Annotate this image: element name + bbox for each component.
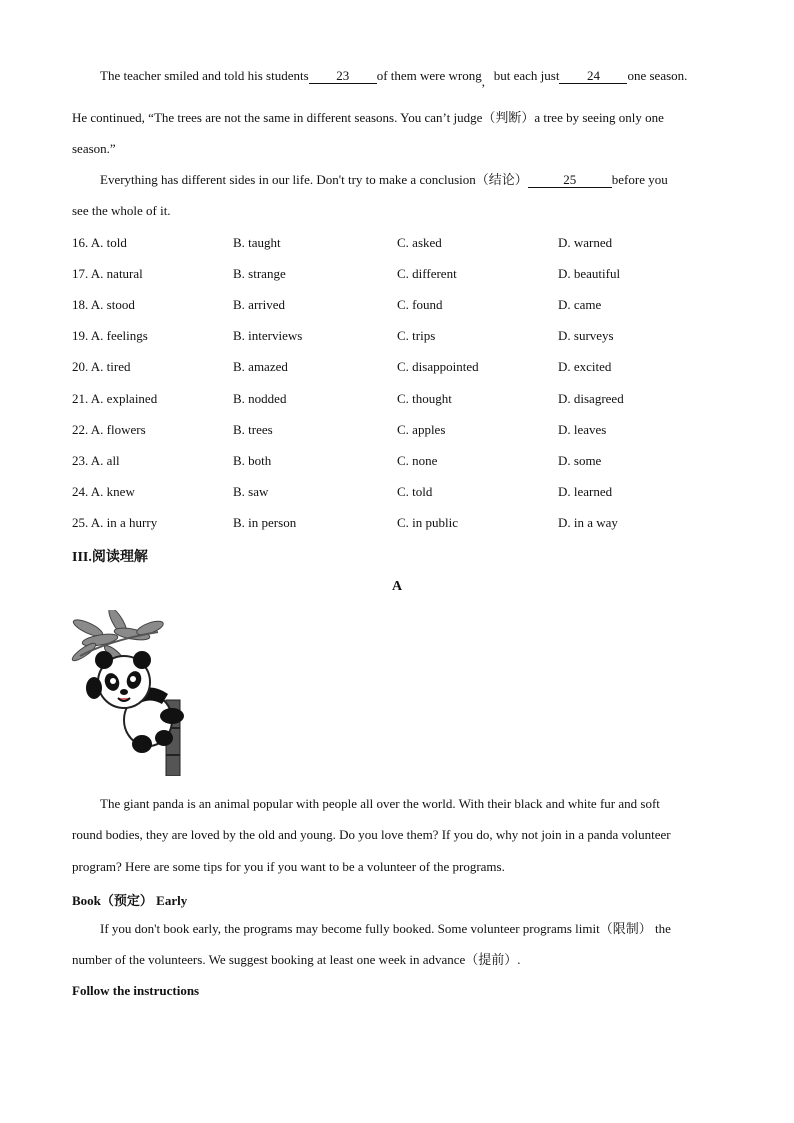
option-b: B. nodded [233,391,287,406]
question-20 [72,359,732,375]
section-title: III.阅读理解 [72,550,148,565]
text-fragment: one season. [627,68,688,83]
question-19 [72,328,732,344]
option-c: C. different [397,266,457,281]
option-a: 23. A. all [72,453,120,468]
question-24 [72,484,732,500]
text-fragment: of them were wrong [376,68,482,83]
option-d: D. disagreed [558,391,624,406]
heading-follow-instructions: Follow the instructions [72,983,200,998]
option-a: 22. A. flowers [72,422,146,437]
option-a: 21. A. explained [72,391,158,406]
option-a: 16. A. told [72,235,127,250]
cloze-line-4 [100,172,668,188]
option-d: D. came [558,297,602,312]
option-c: C. disappointed [397,359,479,374]
option-d: D. excited [558,359,612,374]
option-d: D. learned [558,484,613,499]
text-fragment: but each just [493,68,560,83]
text-fragment: The teacher smiled and told his students [100,68,309,83]
question-23 [72,453,732,469]
question-21 [72,391,732,407]
heading-book-early: Book（预定） Early [72,893,188,908]
question-22 [72,422,732,438]
question-16 [72,235,732,251]
cloze-line-2: He continued, “The trees are not the same in different seasons. You can’t judge（判断）a tree by seeing only one [72,110,664,125]
option-d: D. warned [558,235,613,250]
option-d: D. leaves [558,422,607,437]
text-fragment: Everything has different sides in our life. Don't try to make a conclusion（结论） [100,172,528,187]
option-b: B. arrived [233,297,285,312]
cloze-line-3: season.” [72,141,116,156]
option-c: C. told [397,484,433,499]
reading-line-4: If you don't book early, the programs may become fully booked. Some volunteer programs limit（限制） the [100,921,671,936]
option-d: D. beautiful [558,266,621,281]
option-a: 17. A. natural [72,266,143,281]
option-a: 19. A. feelings [72,328,148,343]
blank-24: 24 [559,69,627,84]
option-c: C. thought [397,391,452,406]
option-a: 24. A. knew [72,484,135,499]
option-a: 18. A. stood [72,297,135,312]
reading-line-5: number of the volunteers. We suggest booking at least one week in advance（提前）. [72,952,521,967]
blank-23: 23 [309,69,377,84]
blank-25: 25 [528,173,612,188]
option-b: B. interviews [233,328,303,343]
reading-line-2: round bodies, they are loved by the old and young. Do you love them? If you do, why not join in a panda volunteer [72,827,671,842]
option-c: C. none [397,453,438,468]
part-label: A [391,579,403,594]
option-a: 20. A. tired [72,359,131,374]
option-c: C. in public [397,515,459,530]
cloze-line-1: The teacher smiled and told his students 23 of them were wrong, but each just 24 one season. [100,68,688,89]
option-b: B. taught [233,235,281,250]
option-a: 25. A. in a hurry [72,515,158,530]
option-d: D. surveys [558,328,614,343]
option-c: C. asked [397,235,442,250]
cloze-line-5: see the whole of it. [72,203,171,218]
reading-line-3: program? Here are some tips for you if you want to be a volunteer of the programs. [72,859,505,874]
option-d: D. some [558,453,602,468]
option-b: B. trees [233,422,273,437]
option-b: B. in person [233,515,297,530]
text-fragment: before you [611,172,668,187]
option-b: B. both [233,453,272,468]
option-d: D. in a way [558,515,618,530]
option-c: C. found [397,297,443,312]
panda-climbing-bamboo-icon [70,610,198,780]
option-c: C. apples [397,422,446,437]
option-c: C. trips [397,328,436,343]
option-b: B. strange [233,266,286,281]
question-25 [72,515,732,531]
question-18 [72,297,732,313]
option-b: B. saw [233,484,269,499]
reading-line-1: The giant panda is an animal popular with people all over the world. With their black and white fur and soft [100,796,660,811]
option-b: B. amazed [233,359,288,374]
question-17 [72,266,732,282]
